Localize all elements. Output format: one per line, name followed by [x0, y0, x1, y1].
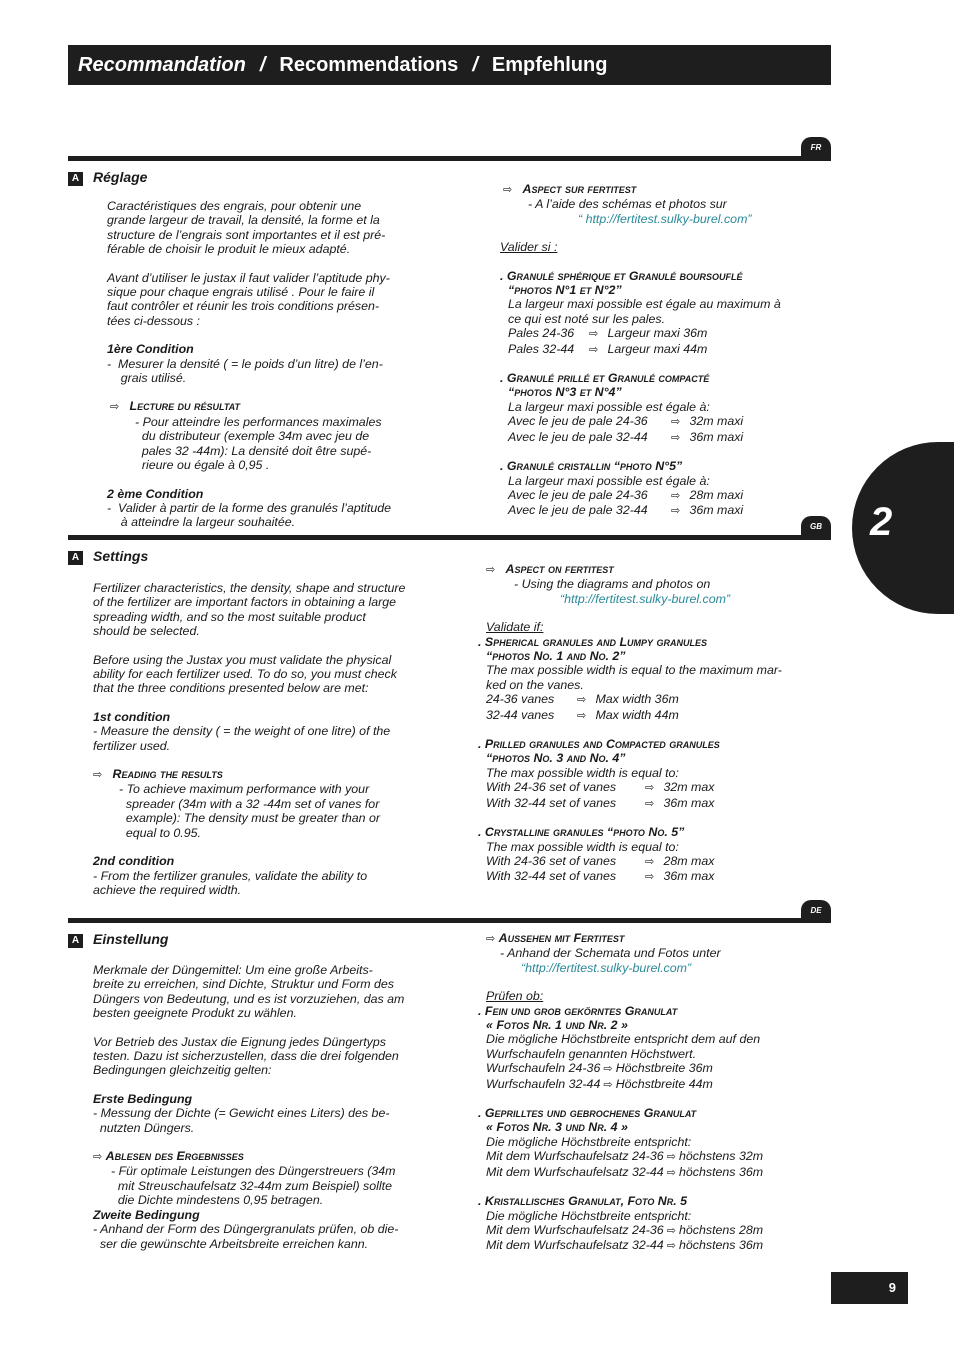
row-value: höchstens 36m: [679, 1164, 764, 1179]
text-line: sique pour chaque engrais utilisé . Pour le faire il: [107, 285, 375, 300]
row-label: 24-36 vanes: [486, 692, 555, 707]
value-row: [486, 854, 816, 869]
value-row: [486, 692, 816, 707]
text-line: La largeur maxi possible est égale à:: [508, 473, 710, 488]
text-line: Kristallisches Granulat, Foto Nr. 5: [484, 1194, 688, 1209]
fr-left-column: [107, 199, 437, 530]
row-value: Höchstbreite 36m: [615, 1061, 713, 1076]
bullet-icon: .: [478, 634, 485, 649]
value-row: [486, 1223, 816, 1238]
value-row: [486, 708, 816, 723]
fr-reading-heading: [107, 399, 437, 414]
text-line: Prilled granules and Compacted granules: [484, 737, 720, 752]
text-line: Spherical granules and Lumpy granules: [484, 634, 708, 649]
fr-g1-lines: [508, 297, 810, 326]
text-line: Fein und grob gekörntes Granulat: [484, 1003, 678, 1018]
value-row: [508, 503, 810, 518]
gb-validate: Validate if:: [486, 620, 544, 635]
text-line: Fertilizer characteristics, the density, shape and structure: [93, 581, 406, 595]
text-line: Before using the Justax you must validate the physical: [93, 652, 392, 667]
gb-g2-title: [478, 737, 816, 766]
text-line: - From the fertilizer granules, validate the ability to: [93, 868, 368, 883]
bullet-icon: .: [478, 1106, 485, 1121]
fr-aspect-link[interactable]: “ http://fertitest.sulky-burel.com”: [578, 211, 752, 226]
fr-g3-lines: [508, 474, 810, 488]
value-row: [486, 796, 816, 811]
de-group2: [478, 1106, 816, 1180]
value-row: [486, 1149, 816, 1164]
text-line: Vor Betrieb des Justax die Eignung jedes Düngertyps: [93, 1034, 386, 1049]
fr-group1: [500, 269, 810, 357]
de-g3-rows: [486, 1223, 816, 1254]
de-right-column: [478, 931, 816, 1254]
fr-cond2: [107, 501, 437, 530]
arrow-icon: ⇨: [642, 797, 664, 810]
de-reading: [93, 1164, 433, 1207]
fr-g1-title: [500, 268, 810, 298]
row-value: 32m maxi: [689, 414, 744, 429]
de-aspect-link[interactable]: “http://fertitest.sulky-burel.com”: [521, 960, 692, 975]
arrow-icon: ⇨: [486, 933, 496, 945]
text-line: férable de choisir le produit le mieux adapté.: [107, 242, 351, 257]
de-cond1: [93, 1106, 433, 1135]
de-cond2-title: Zweite Bedingung: [93, 1207, 200, 1222]
text-line: die Dichte mindestens 0,95 betragen.: [111, 1193, 324, 1208]
row-value: Largeur maxi 36m: [607, 326, 708, 341]
text-line: Granulé sphérique et Granulé boursouflé: [506, 268, 743, 283]
row-value: 36m max: [663, 795, 715, 810]
fr-group3: [500, 459, 810, 519]
fr-g1-rows: [508, 326, 810, 357]
value-row: [486, 780, 816, 795]
gb-intro1: [93, 581, 433, 639]
arrow-icon: ⇨: [663, 1151, 680, 1164]
text-line: spreading width, and so the most suitable product: [93, 609, 366, 624]
text-line: mit Streuschaufelsatz 32-44m zum Beispiel) sollte: [111, 1178, 392, 1193]
row-label: Wurfschaufeln 32-44: [486, 1076, 601, 1091]
page-header: [68, 45, 831, 85]
row-value: Max width 44m: [595, 707, 679, 722]
arrow-icon: ⇨: [642, 782, 664, 795]
text-line: breite zu erreichen, sind Dichte, Struktur und Form des: [93, 977, 394, 992]
row-label: Mit dem Wurfschaufelsatz 24-36: [486, 1222, 664, 1237]
bullet-icon: .: [478, 1194, 485, 1209]
fr-reading: [107, 415, 437, 473]
text-line: « Fotos Nr. 1 und Nr. 2 »: [486, 1018, 628, 1033]
gb-g3-rows: [486, 854, 816, 885]
text-line: Düngers von Bedeutung, und es ist vorzuziehen, das am: [93, 991, 405, 1006]
arrow-icon: ⇨: [668, 431, 690, 444]
arrow-icon: ⇨: [586, 328, 608, 341]
de-g3-title: [478, 1194, 816, 1209]
arrow-icon: ⇨: [486, 564, 496, 576]
de-g3-lines: [486, 1209, 816, 1223]
text-line: Die mögliche Höchstbreite entspricht:: [486, 1134, 692, 1149]
de-aspect-line: - Anhand der Schemata und Fotos unter: [500, 946, 721, 961]
bulleted-line: [500, 371, 810, 385]
arrow-icon: ⇨: [503, 184, 513, 196]
value-row: [486, 1061, 816, 1076]
text-line: Die mögliche Höchstbreite entspricht:: [486, 1208, 692, 1223]
bullet-icon: .: [478, 825, 485, 840]
text-line: Merkmale der Düngemittel: Um eine große Arbeits-: [93, 963, 373, 977]
header-title-fr: Recommandation: [78, 54, 246, 76]
text-line: du distributeur (exemple 34m avec jeu de: [135, 429, 370, 444]
arrow-icon: ⇨: [600, 1063, 616, 1076]
bulleted-line: [478, 825, 816, 839]
text-line: « Fotos Nr. 3 und Nr. 4 »: [486, 1120, 628, 1135]
text-line: structure de l’engrais sont importantes et il est pré-: [107, 227, 386, 242]
text-line: grais utilisé.: [107, 371, 187, 386]
gb-group1: [478, 634, 816, 723]
arrow-icon: ⇨: [663, 1224, 680, 1237]
text-line: besten geeignete Produkt zu wählen.: [93, 1006, 297, 1021]
text-line: La largeur maxi possible est égale au maximum à: [508, 297, 781, 312]
section-rule-de: [68, 918, 831, 923]
row-value: höchstens 32m: [679, 1149, 764, 1164]
gb-cond2-title: 2nd condition: [93, 854, 175, 869]
fr-reading-title: Lecture du résultat: [129, 399, 240, 414]
row-value: Höchstbreite 44m: [615, 1076, 713, 1091]
fr-intro1: [107, 199, 437, 257]
fr-aspect-line: - A l’aide des schémas et photos sur: [528, 197, 727, 212]
text-line: rieure ou égale à 0,95 .: [135, 458, 270, 473]
row-value: 36m maxi: [689, 503, 744, 518]
text-line: - Für optimale Leistungen des Düngerstreuers (34m: [111, 1164, 396, 1179]
fr-cond1: [107, 357, 437, 386]
value-row: [508, 414, 810, 429]
arrow-icon: ⇨: [110, 401, 120, 414]
text-line: “photos N°1 et N°2”: [508, 283, 622, 298]
text-line: ce qui est noté sur les pales.: [508, 311, 666, 326]
de-left-column: [93, 963, 433, 1251]
text-line: Granulé prillé et Granulé compacté: [506, 371, 710, 386]
gb-g2-lines: [486, 766, 816, 780]
text-line: tées ci-dessous :: [107, 313, 200, 328]
text-line: ability for each fertilizer used. To do so, you must check: [93, 667, 397, 682]
header-separator: /: [472, 54, 478, 76]
fr-aspect-heading: [500, 182, 810, 197]
gb-g1-lines: [486, 663, 816, 692]
row-label: With 24-36 set of vanes: [486, 780, 617, 795]
text-line: grande largeur de travail, la densité, la forme et la: [107, 213, 380, 228]
text-line: spreader (34m with a 32 -44m set of vanes for: [119, 796, 380, 811]
bulleted-line: [478, 635, 816, 649]
row-value: Max width 36m: [595, 692, 679, 707]
section-title-de: Einstellung: [93, 931, 169, 947]
gb-cond1: [93, 724, 433, 753]
text-line: “photos N°3 et N°4”: [508, 385, 622, 400]
row-label: With 32-44 set of vanes: [486, 795, 617, 810]
row-label: With 24-36 set of vanes: [486, 853, 617, 868]
arrow-icon: ⇨: [642, 871, 664, 884]
de-cond2: [93, 1222, 433, 1251]
text-line: Bedingungen gleichzeitig gelten:: [93, 1063, 272, 1078]
fr-cond1-title: 1ère Condition: [107, 342, 194, 357]
de-g1-rows: [486, 1061, 816, 1092]
text-line: Crystalline granules “photo No. 5”: [484, 825, 685, 840]
gb-intro2: [93, 653, 433, 696]
text-line: Wurfschaufeln genannten Höchstwert.: [486, 1046, 697, 1061]
text-line: La largeur maxi possible est égale à:: [508, 399, 710, 414]
de-aspect-heading: [486, 931, 816, 946]
arrow-icon: ⇨: [668, 416, 690, 429]
row-label: Avec le jeu de pale 24-36: [508, 414, 648, 429]
text-line: equal to 0.95.: [119, 825, 201, 840]
gb-right-column: [478, 562, 816, 885]
text-line: “photos No. 3 and No. 4”: [486, 751, 626, 766]
text-line: Geprilltes und gebrochenes Granulat: [484, 1106, 697, 1121]
text-line: should be selected.: [93, 624, 200, 639]
gb-g3-title: [478, 825, 816, 840]
header-title-de: Empfehlung: [491, 54, 608, 76]
text-line: ser die gewünschte Arbeitsbreite erreichen kann.: [93, 1236, 369, 1251]
fr-intro2: [107, 271, 437, 329]
section-heading-gb: [68, 548, 148, 565]
arrow-icon: ⇨: [668, 489, 690, 502]
gb-cond1-title: 1st condition: [93, 709, 171, 724]
de-validate: Prüfen ob:: [486, 989, 544, 1004]
section-title-gb: Settings: [93, 548, 149, 564]
lang-tab-fr: FR: [801, 137, 831, 157]
bulleted-line: [478, 1004, 816, 1018]
bullet-icon: .: [478, 737, 485, 752]
de-intro2: [93, 1035, 433, 1078]
row-label: With 32-44 set of vanes: [486, 869, 617, 884]
row-value: Largeur maxi 44m: [607, 341, 708, 356]
value-row: [508, 488, 810, 503]
value-row: [508, 342, 810, 357]
gb-g2-rows: [486, 780, 816, 811]
bullet-icon: .: [478, 1003, 485, 1018]
text-line: - Mesurer la densité ( = le poids d’un litre) de l’en-: [107, 356, 383, 371]
gb-aspect-title: Aspect on fertitest: [505, 562, 614, 576]
section-letter-badge: A: [68, 551, 83, 565]
text-line: Die mögliche Höchstbreite entspricht dem auf den: [486, 1032, 761, 1047]
value-row: [508, 326, 810, 341]
text-line: à atteindre la largeur souhaitée.: [107, 515, 296, 530]
text-line: - Messung der Dichte (= Gewicht eines Liters) des be-: [93, 1106, 390, 1121]
lang-tab-gb: GB: [801, 516, 831, 536]
section-heading-fr: [68, 169, 147, 186]
arrow-icon: ⇨: [93, 1151, 103, 1164]
section-letter-badge: A: [68, 934, 83, 948]
text-line: Caractéristiques des engrais, pour obtenir une: [107, 199, 362, 213]
gb-group3: [478, 825, 816, 885]
row-value: höchstens 36m: [679, 1238, 764, 1253]
text-line: of the fertilizer are important factors in obtaining a large: [93, 595, 397, 610]
text-line: example): The density must be greater than or: [119, 811, 381, 826]
gb-g3-lines: [486, 840, 816, 854]
bullet-icon: .: [500, 371, 507, 386]
de-g1-lines: [486, 1032, 816, 1061]
value-row: [486, 1165, 816, 1180]
gb-reading: [93, 782, 433, 840]
text-line: - Anhand der Form des Düngergranulats prüfen, ob die-: [93, 1222, 399, 1237]
de-g2-rows: [486, 1149, 816, 1180]
de-intro1: [93, 963, 433, 1021]
row-value: 36m max: [663, 869, 715, 884]
arrow-icon: ⇨: [663, 1166, 680, 1179]
row-label: 32-44 vanes: [486, 707, 555, 722]
bullet-icon: .: [500, 459, 507, 474]
arrow-icon: ⇨: [600, 1078, 616, 1091]
de-g1-title: [478, 1003, 816, 1033]
section-heading-de: [68, 931, 168, 948]
fr-g2-title: [500, 371, 810, 400]
row-label: Wurfschaufeln 24-36: [486, 1061, 601, 1076]
gb-cond2: [93, 869, 433, 898]
gb-aspect-heading: [486, 562, 816, 577]
row-value: 36m maxi: [689, 429, 744, 444]
section-letter-badge: A: [68, 172, 83, 186]
arrow-icon: ⇨: [586, 343, 608, 356]
row-label: Pales 24-36: [508, 326, 575, 341]
fr-validate: Valider si :: [500, 240, 558, 255]
de-g2-lines: [486, 1135, 816, 1149]
de-reading-heading: [93, 1149, 433, 1164]
row-value: 28m max: [663, 853, 715, 868]
fr-right-column: [500, 182, 810, 519]
arrow-icon: ⇨: [574, 709, 596, 722]
bulleted-line: [478, 1106, 816, 1120]
bullet-icon: .: [500, 268, 507, 283]
bulleted-line: [500, 459, 810, 473]
gb-reading-heading: [93, 767, 433, 782]
row-label: Avec le jeu de pale 32-44: [508, 429, 648, 444]
text-line: that the three conditions presented below are met:: [93, 681, 369, 696]
fr-group2: [500, 371, 810, 445]
fr-aspect-title: Aspect sur fertitest: [522, 182, 637, 196]
text-line: nutzten Düngers.: [93, 1120, 195, 1135]
de-group3: [478, 1194, 816, 1254]
text-line: - Measure the density ( = the weight of one litre) of the: [93, 724, 391, 739]
gb-g1-title: [478, 634, 816, 664]
text-line: “photos No. 1 and No. 2”: [486, 649, 626, 664]
text-line: The max possible width is equal to:: [486, 765, 679, 780]
row-label: Mit dem Wurfschaufelsatz 32-44: [486, 1238, 664, 1253]
fr-g3-rows: [508, 488, 810, 519]
header-separator: /: [259, 54, 266, 76]
value-row: [486, 1238, 816, 1253]
gb-g1-rows: [486, 692, 816, 723]
value-row: [486, 1077, 816, 1092]
page-number: 9: [831, 1272, 908, 1304]
row-label: Pales 32-44: [508, 341, 575, 356]
text-line: The max possible width is equal to the maximum mar-: [486, 663, 782, 678]
text-line: faut contrôler et réunir les trois conditions présen-: [107, 299, 380, 314]
section-title-fr: Réglage: [93, 169, 148, 185]
de-g2-title: [478, 1106, 816, 1135]
fr-g2-lines: [508, 400, 810, 414]
gb-left-column: [93, 581, 433, 897]
arrow-icon: ⇨: [642, 855, 664, 868]
row-value: höchstens 28m: [679, 1222, 764, 1237]
value-row: [508, 430, 810, 445]
de-aspect-title: Aussehen mit Fertitest: [498, 931, 625, 945]
text-line: testen. Dazu ist sicherzustellen, dass die drei folgenden: [93, 1049, 399, 1064]
text-line: - Valider à partir de la forme des granulés l’aptitude: [107, 500, 391, 515]
row-label: Avec le jeu de pale 32-44: [508, 503, 648, 518]
bulleted-line: [500, 269, 810, 283]
section-rule-gb: [68, 535, 831, 540]
text-line: fertilizer used.: [93, 738, 171, 753]
text-line: achieve the required width.: [93, 882, 242, 897]
gb-reading-title: Reading the results: [112, 767, 223, 782]
de-reading-title: Ablesen des Ergebnisses: [105, 1149, 244, 1164]
fr-g3-title: [500, 459, 810, 474]
arrow-icon: ⇨: [663, 1240, 680, 1253]
fr-cond2-title: 2 ème Condition: [107, 486, 204, 501]
chapter-tab: [852, 442, 954, 614]
text-line: The max possible width is equal to:: [486, 839, 679, 854]
arrow-icon: ⇨: [93, 769, 103, 782]
text-line: Avant d’utiliser le justax il faut valider l’aptitude phy-: [107, 270, 390, 285]
section-rule-fr: [68, 156, 831, 161]
gb-aspect-line: - Using the diagrams and photos on: [514, 577, 711, 592]
text-line: pales 32 -44m): La densité doit être supé-: [135, 443, 372, 458]
bulleted-line: [478, 737, 816, 751]
row-label: Mit dem Wurfschaufelsatz 32-44: [486, 1164, 664, 1179]
row-value: 32m max: [663, 780, 715, 795]
row-label: Avec le jeu de pale 24-36: [508, 487, 648, 502]
arrow-icon: ⇨: [668, 505, 690, 518]
arrow-icon: ⇨: [574, 694, 596, 707]
de-cond1-title: Erste Bedingung: [93, 1091, 193, 1106]
chapter-number: 2: [870, 500, 893, 544]
text-line: - To achieve maximum performance with your: [119, 782, 370, 797]
de-group1: [478, 1003, 816, 1092]
text-line: ked on the vanes.: [486, 677, 584, 692]
fr-g2-rows: [508, 414, 810, 445]
gb-aspect-link[interactable]: “http://fertitest.sulky-burel.com”: [560, 591, 731, 606]
text-line: Granulé cristallin “photo N°5”: [506, 459, 683, 474]
bulleted-line: [478, 1194, 816, 1208]
row-value: 28m maxi: [689, 487, 744, 502]
gb-group2: [478, 737, 816, 811]
value-row: [486, 869, 816, 884]
text-line: - Pour atteindre les performances maximales: [135, 414, 382, 429]
row-label: Mit dem Wurfschaufelsatz 24-36: [486, 1149, 664, 1164]
header-title-en: Recommendations: [279, 54, 459, 76]
lang-tab-de: DE: [801, 900, 831, 920]
